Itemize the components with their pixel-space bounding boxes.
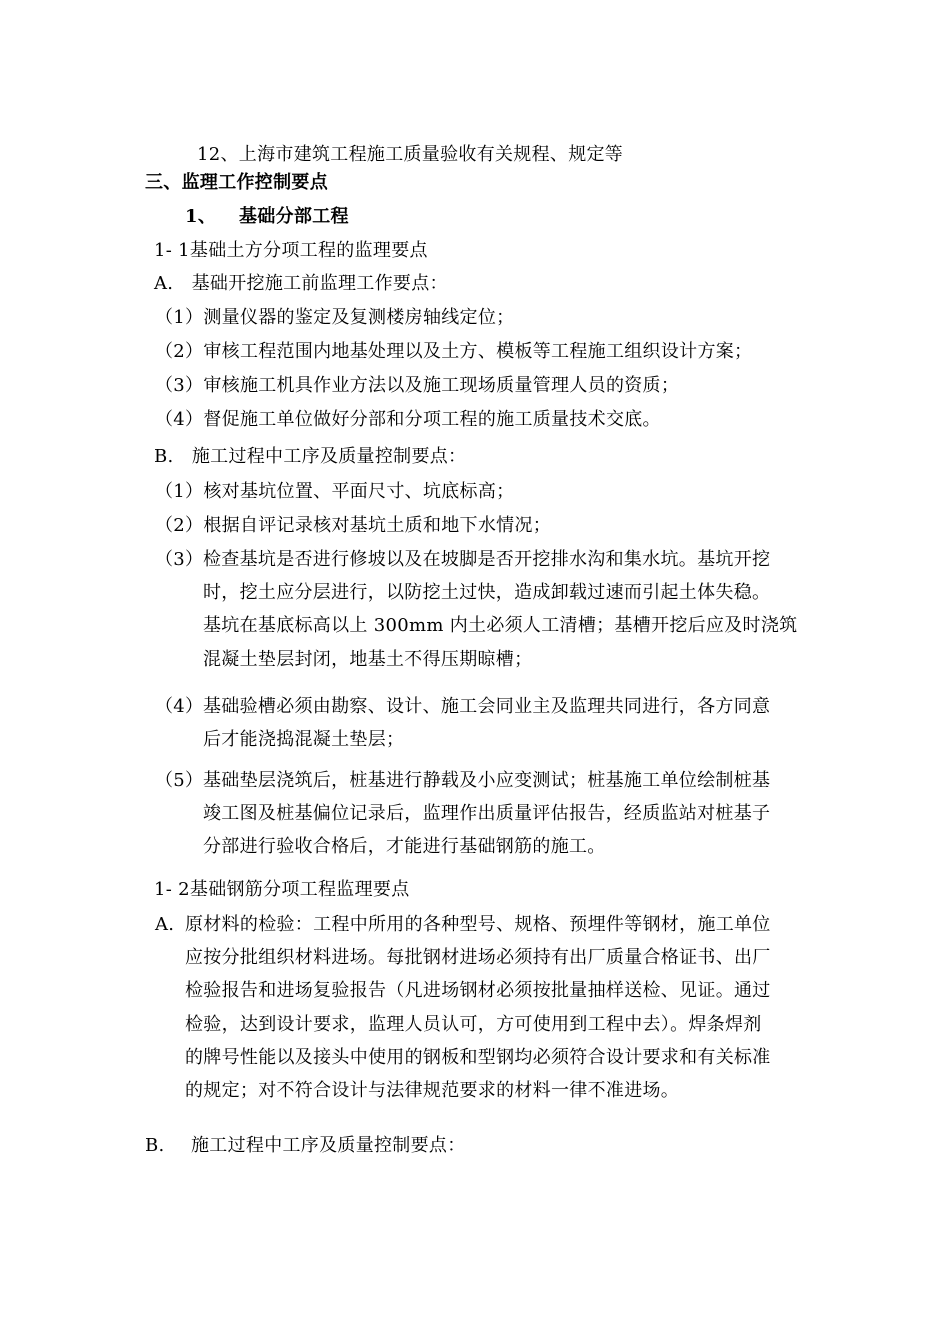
- list-item-label: （5）: [155, 770, 204, 791]
- text-line: 检验，达到设计要求，监理人员认可，方可使用到工程中去）。焊条焊剂: [185, 1013, 762, 1035]
- list-item: （3）审核施工机具作业方法以及施工现场质量管理人员的资质；: [155, 375, 680, 396]
- text-line: 后才能浇捣混凝土垫层；: [203, 729, 405, 751]
- subsection-1-2-a-label: A.: [155, 914, 175, 935]
- reference-item-12: 12、上海市建筑工程施工质量验收有关规程、规定等: [197, 144, 624, 165]
- sub-heading-title: 基础分部工程: [239, 206, 349, 227]
- text-line: 基础垫层浇筑后，桩基进行静载及小应变测试；桩基施工单位绘制桩基: [203, 770, 771, 791]
- subsection-1-2-b-title: 施工过程中工序及质量控制要点：: [191, 1135, 466, 1156]
- section-heading: 三、监理工作控制要点: [145, 172, 328, 193]
- sub-heading-number: 1、: [185, 206, 217, 227]
- text-line: 检验报告和进场复验报告（凡进场钢材必须按批量抽样送检、见证。通过: [185, 980, 771, 1002]
- list-item: （2）审核工程范围内地基处理以及土方、模板等工程施工组织设计方案；: [155, 341, 753, 362]
- list-item: （1）测量仪器的鉴定及复测楼房轴线定位；: [155, 307, 515, 328]
- list-item-label: （4）: [155, 696, 204, 717]
- text-line: 基坑在基底标高以上 300mm 内土必须人工清槽；基槽开挖后应及时浇筑: [203, 615, 798, 637]
- text-line: 的牌号性能以及接头中使用的钢板和型钢均必须符合设计要求和有关标准: [185, 1046, 771, 1068]
- list-item-body: [203, 690, 770, 756]
- list-item: （4）督促施工单位做好分部和分项工程的施工质量技术交底。: [155, 409, 661, 430]
- subsection-1-1-a-title: A. 基础开挖施工前监理工作要点：: [154, 273, 448, 294]
- text-line: 时，挖土应分层进行，以防挖土过快，造成卸载过速而引起土体失稳。: [203, 582, 771, 604]
- subsection-1-2-a-body: [185, 908, 771, 1107]
- list-item-body: [203, 764, 770, 864]
- text-line: 的规定；对不符合设计与法律规范要求的材料一律不准进场。: [185, 1080, 680, 1102]
- subsection-title-1-1: 1- 1基础土方分项工程的监理要点: [154, 240, 428, 261]
- text-line: 分部进行验收合格后，才能进行基础钢筋的施工。: [203, 836, 606, 858]
- text-line: 检查基坑是否进行修坡以及在坡脚是否开挖排水沟和集水坑。基坑开挖: [203, 549, 771, 570]
- text-line: 混凝土垫层封闭，地基土不得压期晾槽；: [203, 648, 533, 670]
- text-line: 基础验槽必须由勘察、设计、施工会同业主及监理共同进行，各方同意: [203, 696, 771, 717]
- subsection-1-2-b-label: B.: [145, 1135, 165, 1156]
- list-item: （2）根据自评记录核对基坑土质和地下水情况；: [155, 515, 552, 536]
- list-item-body: [203, 543, 797, 676]
- text-line: 应按分批组织材料进场。每批钢材进场必须持有出厂质量合格证书、出厂: [185, 947, 771, 969]
- list-item-label: （3）: [155, 549, 204, 570]
- list-item: （1）核对基坑位置、平面尺寸、坑底标高；: [155, 481, 515, 502]
- subsection-title-1-2: 1- 2基础钢筋分项工程监理要点: [154, 879, 410, 900]
- text-line: 原材料的检验：工程中所用的各种型号、规格、预埋件等钢材，施工单位: [185, 914, 771, 935]
- subsection-1-1-b-title: B. 施工过程中工序及质量控制要点：: [154, 446, 467, 467]
- text-line: 竣工图及桩基偏位记录后，监理作出质量评估报告，经质监站对桩基子: [203, 803, 771, 825]
